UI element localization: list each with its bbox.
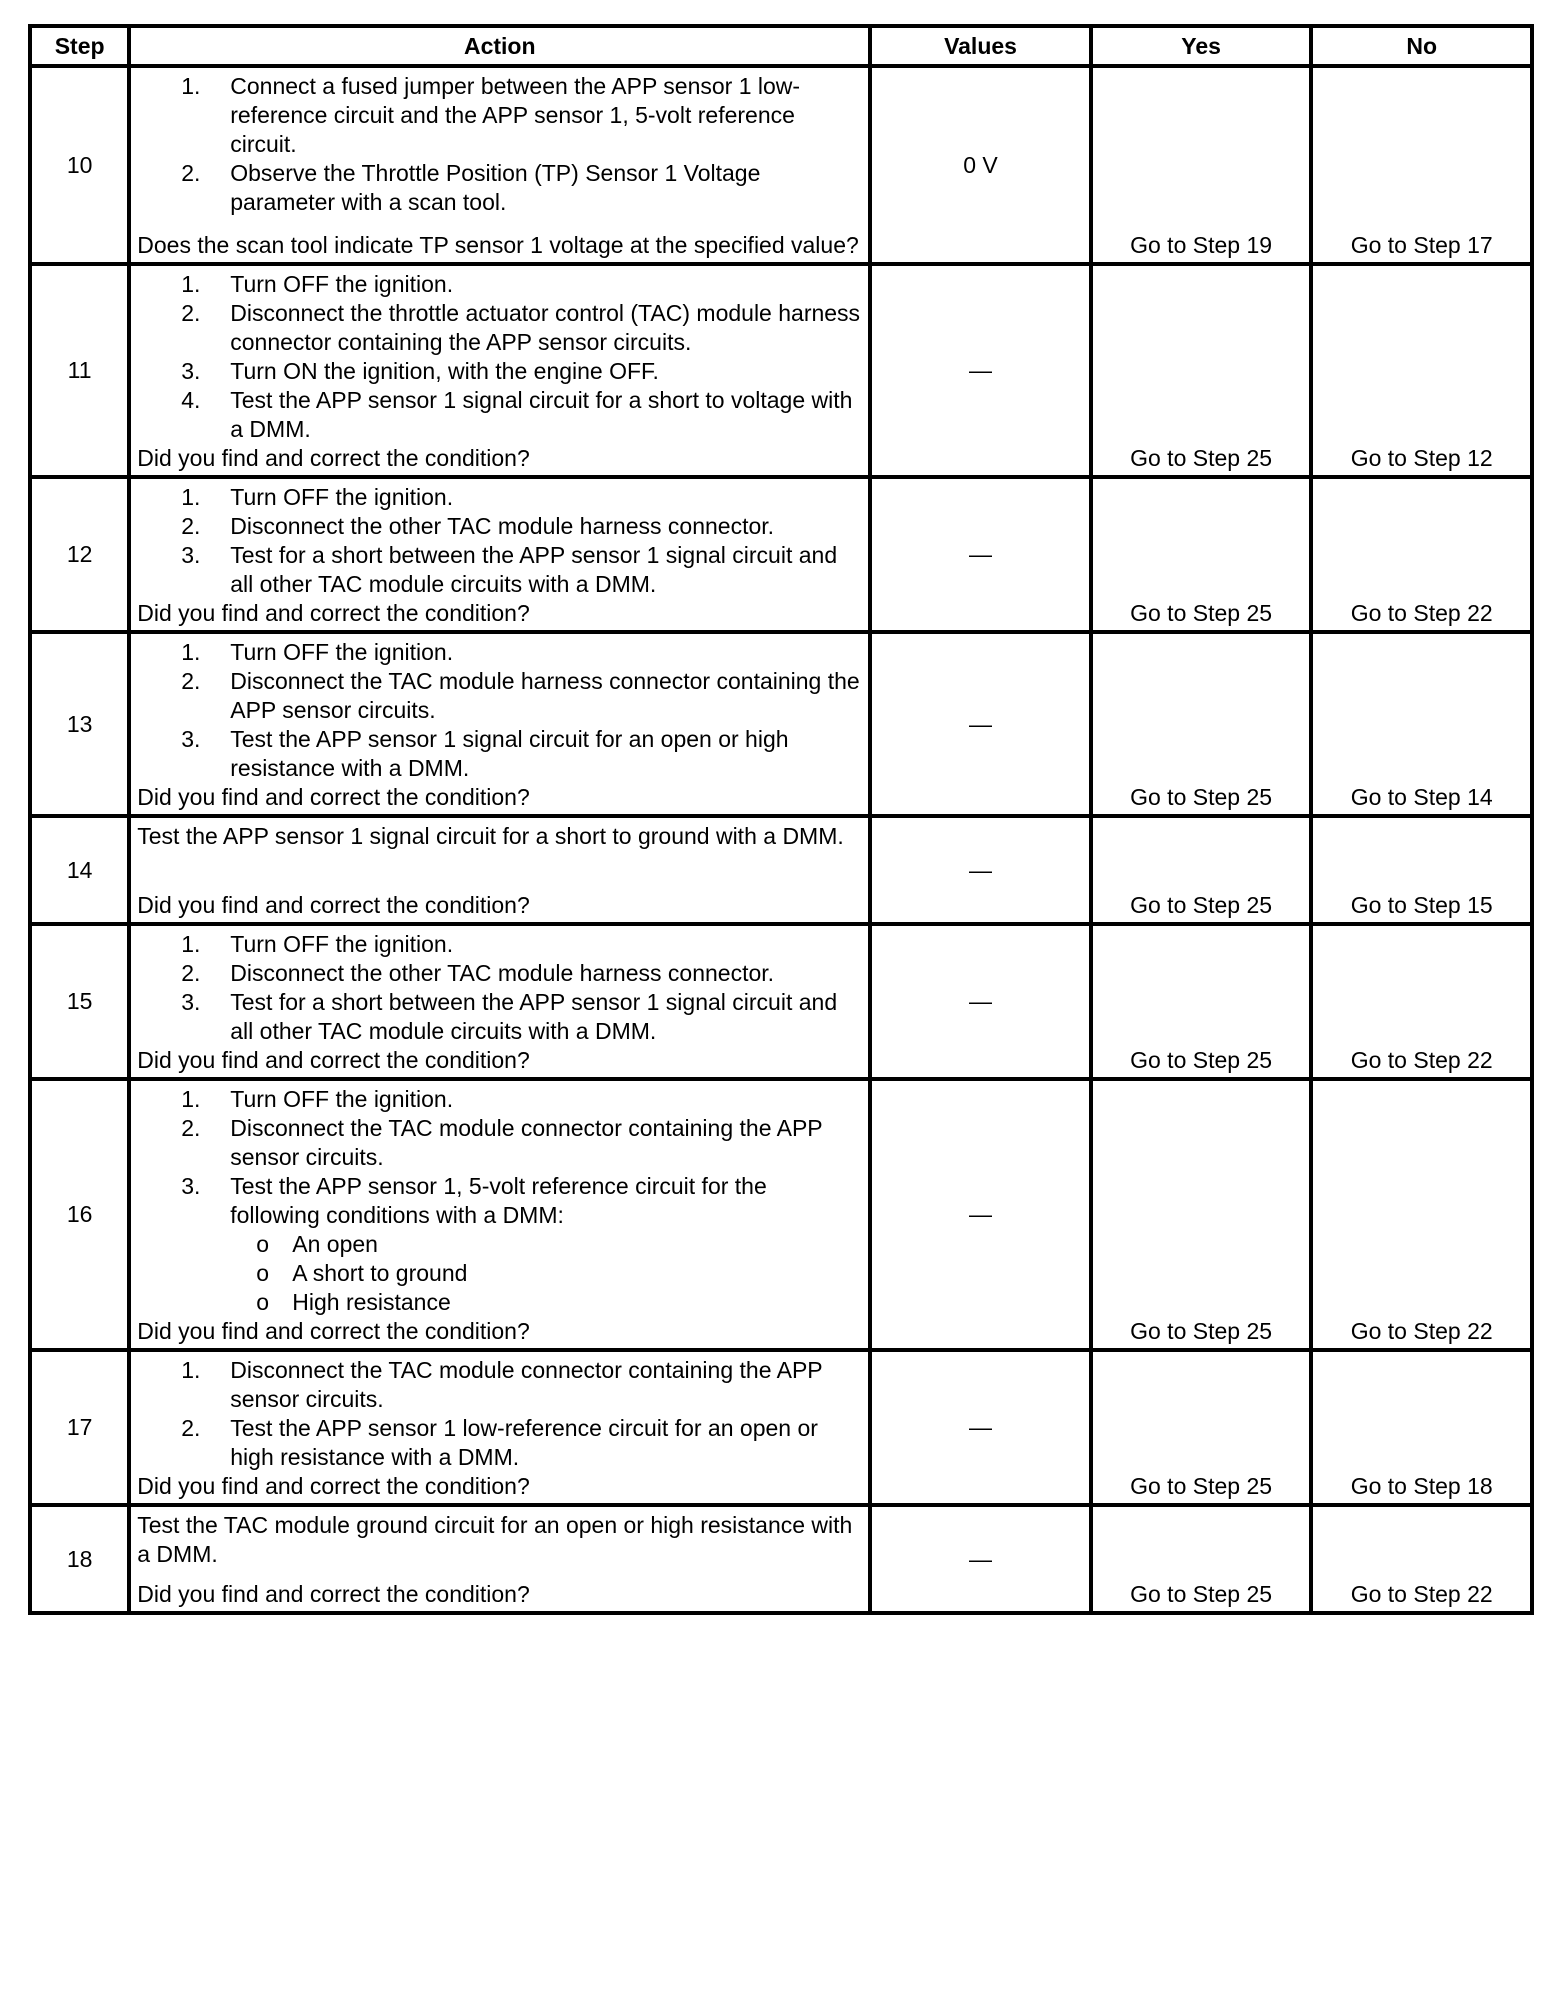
yes-goto: Go to Step 25 <box>1091 924 1312 1079</box>
step-index: 1. <box>181 1357 201 1383</box>
header-row <box>30 26 1532 66</box>
header-values: Values <box>870 26 1091 66</box>
action-cell <box>129 924 870 1079</box>
step-index: 2. <box>181 668 201 694</box>
action-steps <box>137 72 862 217</box>
step-number: 12 <box>30 477 129 632</box>
step-text: Turn OFF the ignition. <box>230 639 454 665</box>
action-step <box>137 988 862 1046</box>
step-index: 3. <box>181 989 201 1015</box>
table-row <box>30 477 1532 632</box>
action-step <box>137 725 862 783</box>
table-body <box>30 66 1532 1613</box>
action-step <box>137 1172 862 1317</box>
value-cell: — <box>870 632 1091 816</box>
step-text: Test the APP sensor 1, 5-volt reference circuit for the following conditions with a DMM: <box>230 1173 767 1228</box>
action-step <box>137 930 862 959</box>
action-question: Did you find and correct the condition? <box>137 1318 530 1344</box>
no-goto: Go to Step 22 <box>1311 477 1532 632</box>
step-text: Test for a short between the APP sensor 1 signal circuit and all other TAC module circuits with a DMM. <box>230 989 838 1044</box>
step-index: 3. <box>181 358 201 384</box>
condition-text: A short to ground <box>292 1260 468 1286</box>
step-index: 2. <box>181 1415 201 1441</box>
step-number: 16 <box>30 1079 129 1350</box>
table-row <box>30 66 1532 264</box>
step-text: Disconnect the TAC module connector containing the APP sensor circuits. <box>230 1115 823 1170</box>
no-goto: Go to Step 22 <box>1311 924 1532 1079</box>
action-step <box>137 72 862 159</box>
action-steps <box>137 1085 862 1317</box>
step-text: Observe the Throttle Position (TP) Sensor 1 Voltage parameter with a scan tool. <box>230 160 761 215</box>
step-number: 14 <box>30 816 129 924</box>
diagnostic-table <box>28 24 1534 1615</box>
action-cell <box>129 632 870 816</box>
condition-text: An open <box>292 1231 378 1257</box>
yes-goto: Go to Step 25 <box>1091 1079 1312 1350</box>
step-text: Test the APP sensor 1 signal circuit for an open or high resistance with a DMM. <box>230 726 789 781</box>
step-index: 1. <box>181 484 201 510</box>
table-row <box>30 1350 1532 1505</box>
step-text: Turn OFF the ignition. <box>230 931 454 957</box>
yes-goto: Go to Step 25 <box>1091 1505 1312 1613</box>
bullet-icon: o <box>256 1289 270 1315</box>
value-cell: 0 V <box>870 66 1091 264</box>
step-text: Turn OFF the ignition. <box>230 484 454 510</box>
value-cell: — <box>870 1079 1091 1350</box>
action-step <box>137 270 862 299</box>
value-cell: — <box>870 924 1091 1079</box>
action-step <box>137 159 862 217</box>
step-index: 3. <box>181 542 201 568</box>
action-step <box>137 483 862 512</box>
action-step <box>137 1356 862 1414</box>
action-question: Does the scan tool indicate TP sensor 1 voltage at the specified value? <box>137 232 859 258</box>
step-text: Test the APP sensor 1 signal circuit for a short to voltage with a DMM. <box>230 387 853 442</box>
yes-goto: Go to Step 25 <box>1091 632 1312 816</box>
table-row <box>30 1505 1532 1613</box>
step-index: 1. <box>181 73 201 99</box>
action-step <box>137 667 862 725</box>
action-question: Did you find and correct the condition? <box>137 445 530 471</box>
step-text: Test for a short between the APP sensor 1 signal circuit and all other TAC module circuits with a DMM. <box>230 542 838 597</box>
table-row <box>30 924 1532 1079</box>
action-steps <box>137 483 862 599</box>
yes-goto: Go to Step 25 <box>1091 1350 1312 1505</box>
no-goto: Go to Step 22 <box>1311 1505 1532 1613</box>
action-cell <box>129 66 870 264</box>
step-text: Disconnect the throttle actuator control (TAC) module harness connector containing the APP sensor circuits. <box>230 300 861 355</box>
step-text: Turn OFF the ignition. <box>230 271 454 297</box>
action-step <box>137 1114 862 1172</box>
table-row <box>30 1079 1532 1350</box>
value-cell: — <box>870 477 1091 632</box>
action-steps <box>137 1356 862 1472</box>
header-yes: Yes <box>1091 26 1312 66</box>
step-index: 4. <box>181 387 201 413</box>
action-step <box>137 1085 862 1114</box>
no-goto: Go to Step 15 <box>1311 816 1532 924</box>
step-index: 3. <box>181 726 201 752</box>
step-text: Test the APP sensor 1 low-reference circuit for an open or high resistance with a DMM. <box>230 1415 818 1470</box>
action-question: Did you find and correct the condition? <box>137 1581 530 1607</box>
step-text: Disconnect the other TAC module harness connector. <box>230 960 775 986</box>
value-cell: — <box>870 1505 1091 1613</box>
step-index: 1. <box>181 271 201 297</box>
step-text: Connect a fused jumper between the APP sensor 1 low-reference circuit and the APP sensor 1, 5-volt reference circuit. <box>230 73 801 157</box>
step-number: 11 <box>30 264 129 477</box>
action-step <box>137 959 862 988</box>
step-text: Disconnect the TAC module connector containing the APP sensor circuits. <box>230 1357 823 1412</box>
action-step <box>137 638 862 667</box>
step-text: Turn OFF the ignition. <box>230 1086 454 1112</box>
action-step <box>137 299 862 357</box>
table-row <box>30 264 1532 477</box>
step-text: Turn ON the ignition, with the engine OFF. <box>230 358 659 384</box>
action-text: Test the TAC module ground circuit for an open or high resistance with a DMM. <box>137 1512 853 1567</box>
step-index: 2. <box>181 300 201 326</box>
action-question: Did you find and correct the condition? <box>137 784 530 810</box>
step-index: 1. <box>181 639 201 665</box>
action-text: Test the APP sensor 1 signal circuit for a short to ground with a DMM. <box>137 823 844 849</box>
no-goto: Go to Step 18 <box>1311 1350 1532 1505</box>
condition-item <box>230 1288 862 1317</box>
step-number: 18 <box>30 1505 129 1613</box>
action-steps <box>137 270 862 444</box>
step-index: 1. <box>181 1086 201 1112</box>
step-number: 13 <box>30 632 129 816</box>
action-steps <box>137 638 862 783</box>
action-steps <box>137 930 862 1046</box>
bullet-icon: o <box>256 1231 270 1257</box>
condition-item <box>230 1230 862 1259</box>
action-step <box>137 541 862 599</box>
value-cell: — <box>870 816 1091 924</box>
yes-goto: Go to Step 25 <box>1091 816 1312 924</box>
action-step <box>137 512 862 541</box>
step-index: 2. <box>181 1115 201 1141</box>
step-number: 17 <box>30 1350 129 1505</box>
step-index: 2. <box>181 960 201 986</box>
step-number: 15 <box>30 924 129 1079</box>
action-cell <box>129 264 870 477</box>
table-row <box>30 816 1532 924</box>
step-index: 1. <box>181 931 201 957</box>
step-index: 3. <box>181 1173 201 1199</box>
action-cell <box>129 1079 870 1350</box>
action-step <box>137 357 862 386</box>
action-question: Did you find and correct the condition? <box>137 892 530 918</box>
action-cell <box>129 477 870 632</box>
yes-goto: Go to Step 19 <box>1091 66 1312 264</box>
no-goto: Go to Step 17 <box>1311 66 1532 264</box>
step-text: Disconnect the other TAC module harness connector. <box>230 513 775 539</box>
condition-text: High resistance <box>292 1289 451 1315</box>
no-goto: Go to Step 14 <box>1311 632 1532 816</box>
value-cell: — <box>870 264 1091 477</box>
header-no: No <box>1311 26 1532 66</box>
action-cell <box>129 1350 870 1505</box>
header-step: Step <box>30 26 129 66</box>
step-text: Disconnect the TAC module harness connector containing the APP sensor circuits. <box>230 668 860 723</box>
action-cell <box>129 1505 870 1613</box>
condition-item <box>230 1259 862 1288</box>
yes-goto: Go to Step 25 <box>1091 264 1312 477</box>
no-goto: Go to Step 22 <box>1311 1079 1532 1350</box>
table-row <box>30 632 1532 816</box>
action-step <box>137 1414 862 1472</box>
action-question: Did you find and correct the condition? <box>137 1473 530 1499</box>
value-cell: — <box>870 1350 1091 1505</box>
action-cell <box>129 816 870 924</box>
step-index: 2. <box>181 513 201 539</box>
action-question: Did you find and correct the condition? <box>137 1047 530 1073</box>
bullet-icon: o <box>256 1260 270 1286</box>
step-number: 10 <box>30 66 129 264</box>
no-goto: Go to Step 12 <box>1311 264 1532 477</box>
step-index: 2. <box>181 160 201 186</box>
action-step <box>137 386 862 444</box>
yes-goto: Go to Step 25 <box>1091 477 1312 632</box>
action-question: Did you find and correct the condition? <box>137 600 530 626</box>
header-action: Action <box>129 26 870 66</box>
condition-list <box>230 1230 862 1317</box>
